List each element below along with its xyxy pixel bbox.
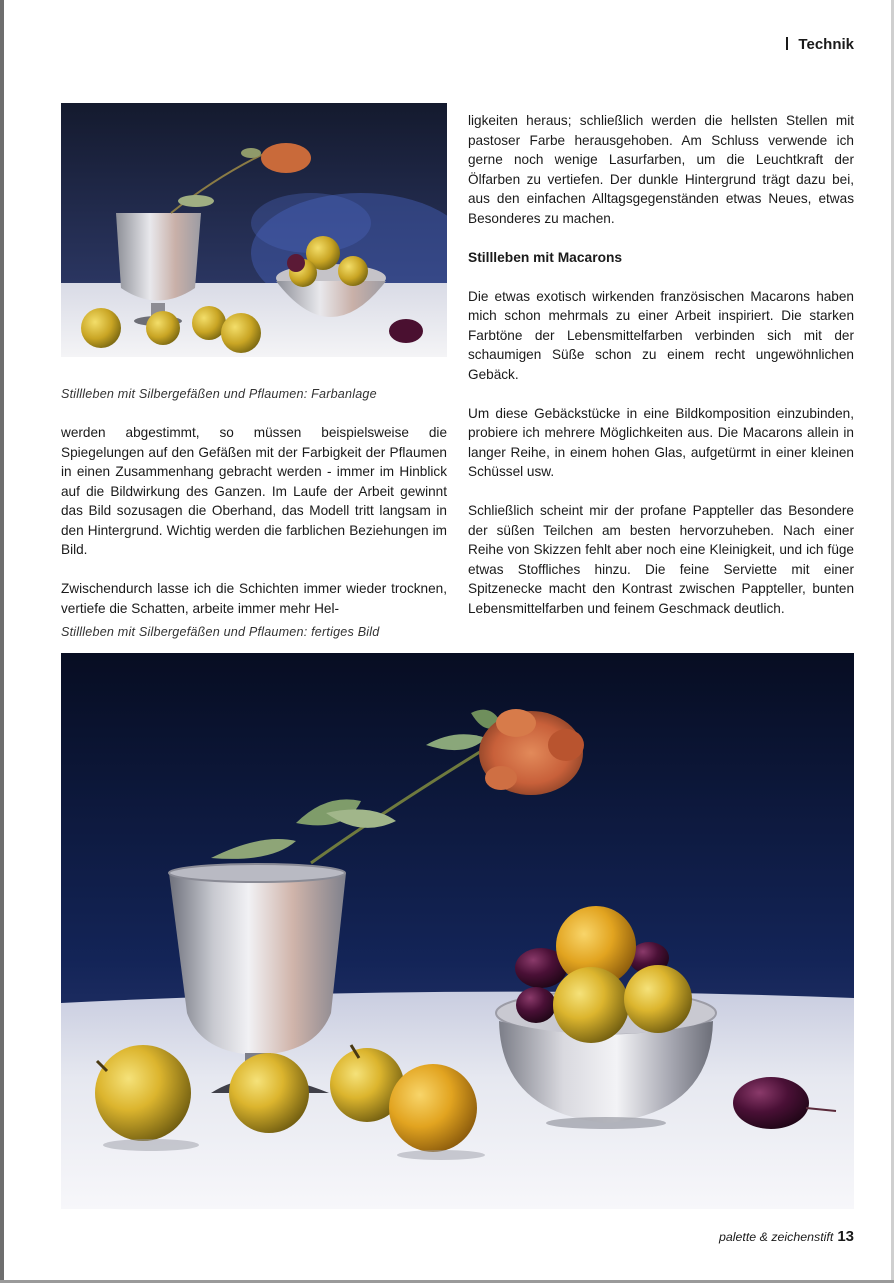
paragraph: ligkeiten heraus; schließlich werden die hellsten Stellen mit pastoser Farbe herausgehoben. Am Schluss verwende ich gerne noch wenige Lasurfarben, um die Leuchtkraft der Ölfarben zu vertiefen. Der dunkle Hintergrund trägt dazu bei, aus den einfachen Alltagsgegenständen etwas Neues, etwas Besonderes zu machen. — [468, 113, 854, 226]
paragraph: Die etwas exotisch wirkenden französischen Macarons haben mich schon mehrmals zu einer Arbeit inspiriert. Die starken Farbtöne der Lebensmittelfarben verbinden sich mit der schaumigen Süße schon zu einem recht ungewöhnlichen Gebäck. — [468, 288, 854, 382]
image-caption: Stillleben mit Silbergefäßen und Pflaumen: Farbanlage — [61, 387, 377, 401]
paragraph: Zwischendurch lasse ich die Schichten immer wieder trocknen, vertiefe die Schatten, arbeite immer mehr Hel- — [61, 581, 447, 616]
image-caption: Stillleben mit Silbergefäßen und Pflaumen: fertiges Bild — [61, 625, 380, 639]
painting-farbanlage — [61, 103, 447, 357]
page-edge — [0, 0, 4, 1283]
paragraph: Um diese Gebäckstücke in eine Bildkomposition einzubinden, probiere ich mehrere Möglichkeiten aus. Die Macarons allein in langer Reihe, in einem hohen Glas, aufgetürmt in einer kleinen Schüssel usw. — [468, 405, 854, 479]
page-number: 13 — [837, 1228, 854, 1245]
page-footer — [719, 1228, 854, 1245]
article-left-column — [61, 423, 447, 638]
article-right-column — [468, 111, 854, 638]
subheading: Stillleben mit Macarons — [468, 249, 623, 265]
section-title: Technik — [798, 36, 854, 53]
section-header — [786, 36, 854, 53]
paragraph: werden abgestimmt, so müssen beispielsweise die Spiegelungen auf den Gefäßen mit der Farbigkeit der Pflaumen in einen Zusammenhang gebracht werden - immer im Hinblick auf die Bildwirkung des Ganzen. Im Laufe der Arbeit gewinnt das Bild sozusagen die Oberhand, das Modell tritt langsam in den Hintergrund. Wichtig werden die farblichen Beziehungen im Bild. — [61, 425, 447, 557]
paragraph: Schließlich scheint mir der profane Pappteller das Besondere der süßen Teilchen am besten hervorzuheben. Nach einer Reihe von Skizzen fehlt aber noch eine Kleinigkeit, und ich füge etwas Stoffliches hinzu. Die feine Serviette mit einer Spitzenecke macht den Kontrast zwischen Pappteller, bunten Lebensmittelfarben und feinem Geschmack deutlich. — [468, 503, 854, 616]
section-divider — [786, 37, 788, 50]
painting-fertiges-bild — [61, 653, 854, 1209]
magazine-name: palette & zeichenstift — [718, 1230, 834, 1244]
